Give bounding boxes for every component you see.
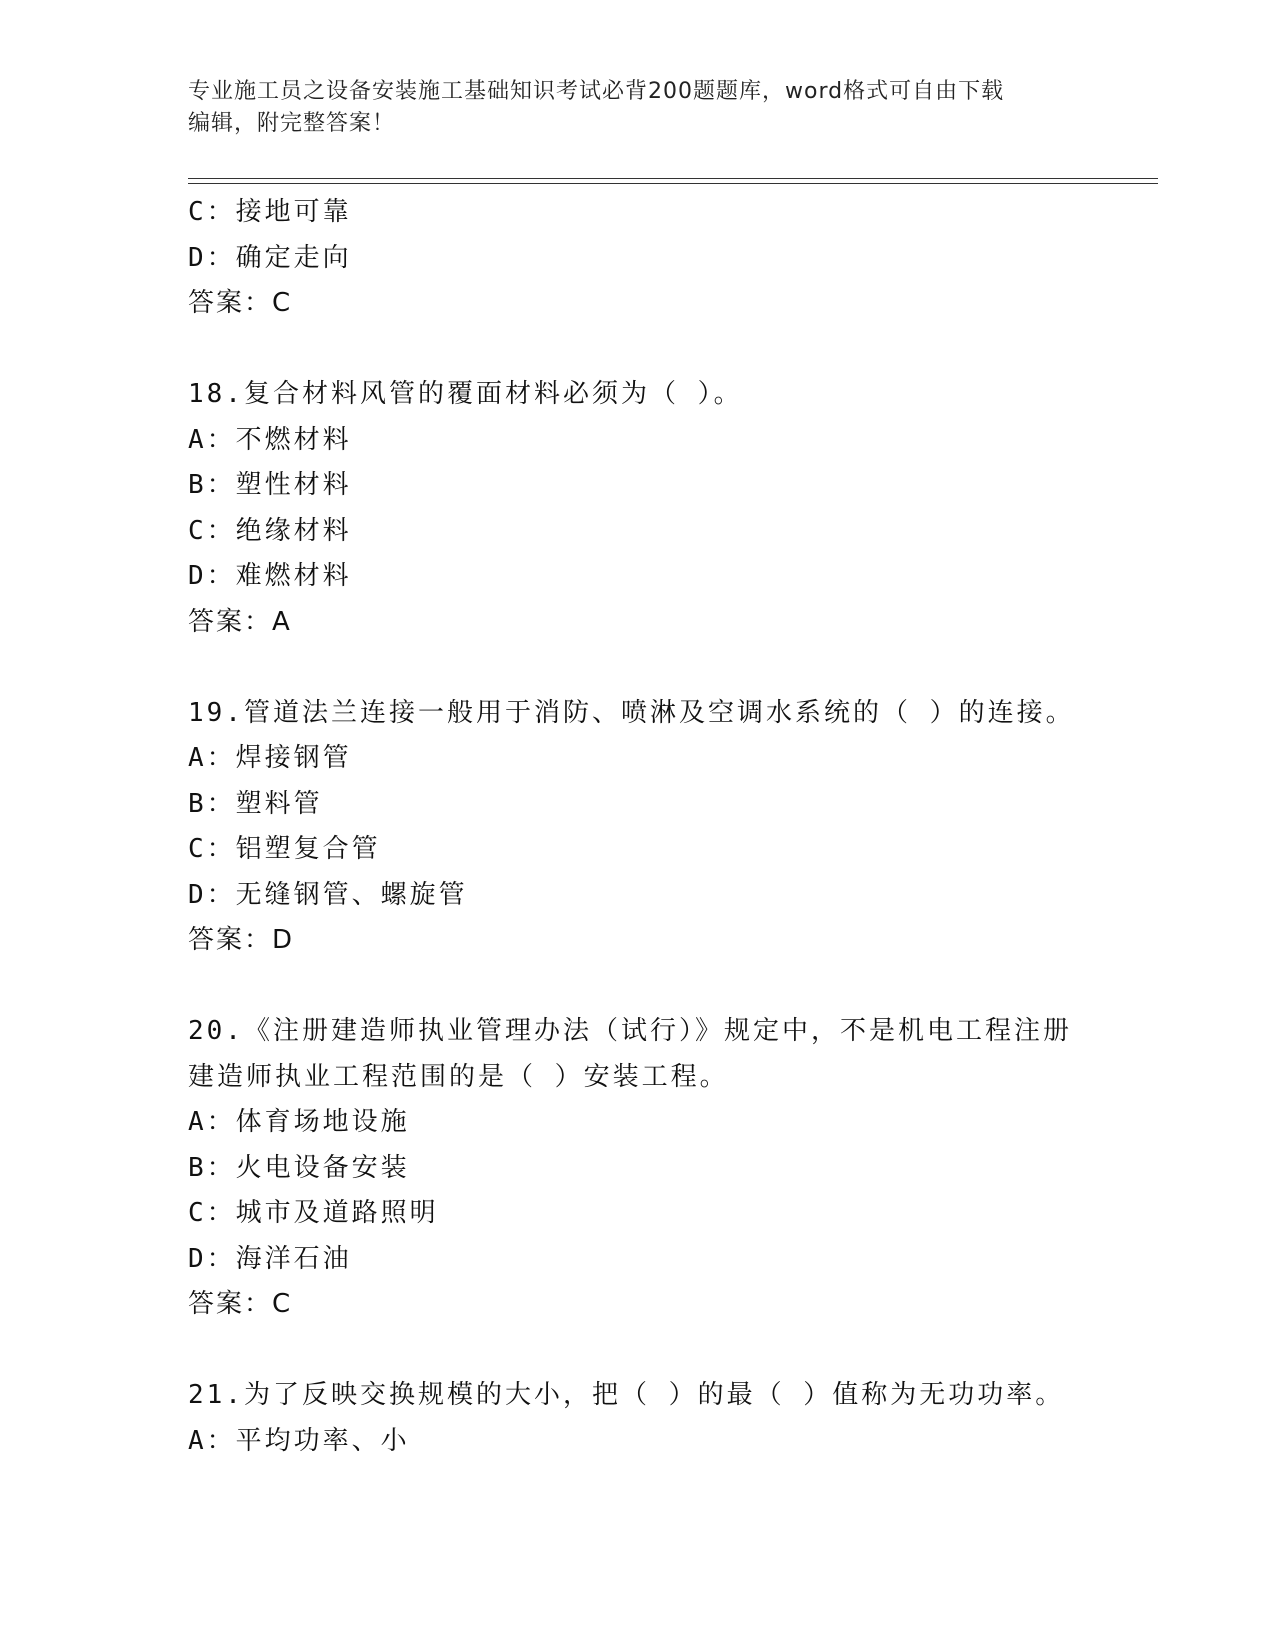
header-title-line-2: 编辑，附完整答案！ <box>188 111 396 136</box>
question-stem-line-1: 20.《注册建造师执业管理办法（试行）》规定中，不是机电工程注册 <box>188 1016 1072 1046</box>
option-a: A：平均功率、小 <box>188 1425 410 1456</box>
question-stem: 19.管道法兰连接一般用于消防、喷淋及空调水系统的（ ）的连接。 <box>188 697 1075 728</box>
option-d: D：无缝钢管、螺旋管 <box>188 879 468 910</box>
option-c: C：铝塑复合管 <box>188 834 381 864</box>
option-b: B：塑料管 <box>188 788 323 819</box>
option-d: D：确定走向 <box>188 242 352 273</box>
question-stem: 18.复合材料风管的覆面材料必须为（ ）。 <box>188 379 743 409</box>
question-20 <box>188 1009 1148 1328</box>
option-a: A：体育场地设施 <box>188 1107 410 1137</box>
option-c: C：绝缘材料 <box>188 515 352 546</box>
document-header <box>188 76 1088 140</box>
question-18 <box>188 372 1148 645</box>
option-b: B：火电设备安装 <box>188 1152 410 1183</box>
answer: 答案：A <box>188 606 292 637</box>
option-d: D：难燃材料 <box>188 561 352 591</box>
option-d: D：海洋石油 <box>188 1243 352 1274</box>
header-title-line-1: 专业施工员之设备安装施工基础知识考试必背200题题库，word格式可自由下载 <box>188 79 1005 104</box>
header-divider-top <box>188 178 1158 179</box>
question-17-tail <box>188 190 1148 327</box>
question-stem-line-2: 建造师执业工程范围的是（ ）安装工程。 <box>188 1061 729 1092</box>
question-list <box>188 190 1148 1464</box>
option-a: A：不燃材料 <box>188 424 352 455</box>
spacer <box>188 645 1148 691</box>
option-c: C：接地可靠 <box>188 197 352 227</box>
spacer <box>188 327 1148 373</box>
option-a: A：焊接钢管 <box>188 743 352 773</box>
question-19 <box>188 691 1148 964</box>
spacer <box>188 1328 1148 1374</box>
option-c: C：城市及道路照明 <box>188 1198 439 1228</box>
question-stem: 21.为了反映交换规模的大小，把（ ）的最（ ）值称为无功功率。 <box>188 1380 1065 1410</box>
answer: 答案：C <box>188 288 293 318</box>
question-21 <box>188 1373 1148 1464</box>
answer: 答案：D <box>188 925 295 955</box>
spacer <box>188 964 1148 1010</box>
option-b: B：塑性材料 <box>188 470 352 500</box>
header-divider-bottom <box>188 183 1158 184</box>
answer: 答案：C <box>188 1289 293 1319</box>
